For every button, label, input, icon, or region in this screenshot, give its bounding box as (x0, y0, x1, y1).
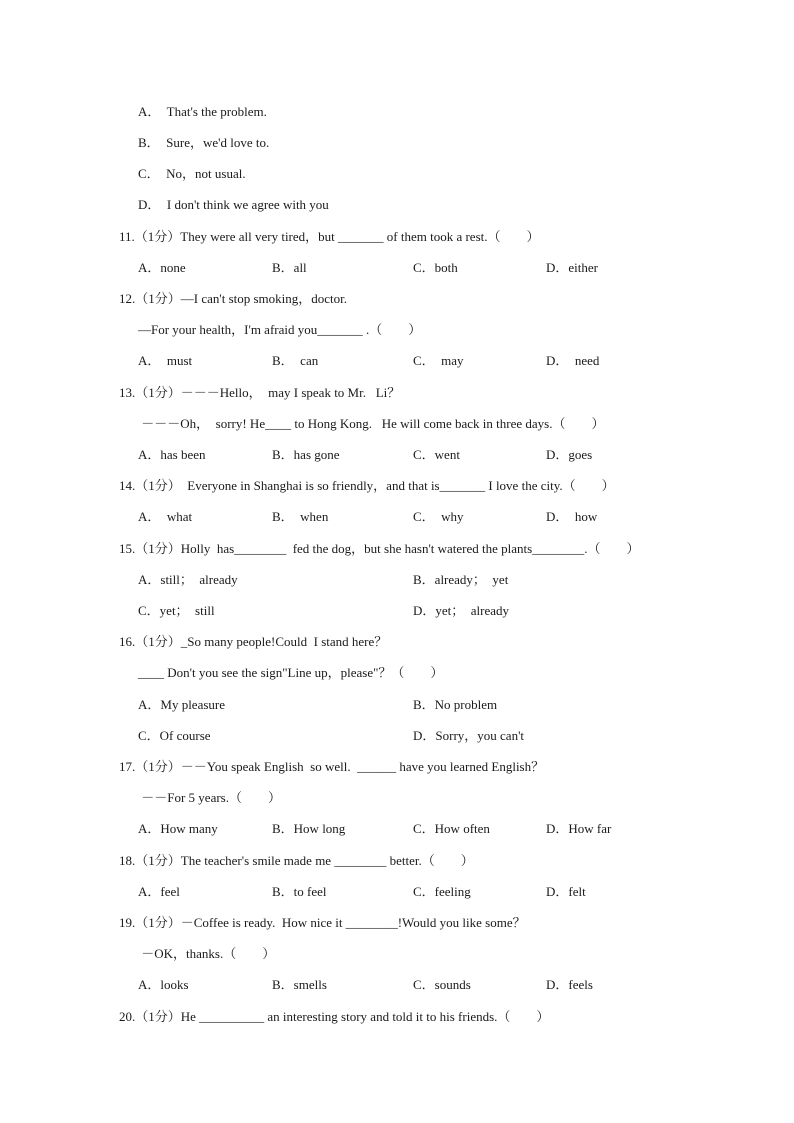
q19-option-b: B．smells (272, 977, 327, 992)
q12-option-c: C． may (413, 353, 464, 368)
question-16-sub: ____ Don't you see the sign"Line up，please"？（ ） (138, 665, 444, 680)
q14-option-d: D． how (546, 509, 598, 524)
question-11-stem: 11.（1分）They were all very tired，but _______ of them took a rest.（ ） (119, 229, 540, 244)
q16-option-b: B．No problem (413, 697, 498, 712)
q17-option-c: C．How often (413, 821, 490, 836)
q11-option-d: D．either (546, 260, 598, 275)
q15-option-c: C．yet； still (138, 603, 215, 618)
question-12-sub: —For your health，I'm afraid you_______ .（ ） (138, 322, 422, 337)
question-20-stem: 20.（1分）He __________ an interesting story and told it to his friends.（ ） (119, 1009, 550, 1024)
q13-option-c: C．went (413, 447, 460, 462)
q13-option-a: A．has been (138, 447, 206, 462)
q13-option-b: B．has gone (272, 447, 340, 462)
question-13-stem: 13.（1分）－－－Hello， may I speak to Mr. Li？ (119, 385, 401, 400)
q18-option-c: C．feeling (413, 884, 471, 899)
q17-option-b: B．How long (272, 821, 346, 836)
q11-option-a: A．none (138, 260, 186, 275)
q12-option-d: D． need (546, 353, 600, 368)
q15-option-b: B．already； yet (413, 572, 509, 587)
q16-option-a: A．My pleasure (138, 697, 226, 712)
question-12-stem: 12.（1分）—I can't stop smoking，doctor. (119, 291, 348, 306)
q11-option-c: C．both (413, 260, 458, 275)
q16-option-d: D．Sorry，you can't (413, 728, 525, 743)
q10-option-b: B． Sure，we'd love to. (138, 135, 270, 150)
question-13-sub: －－－Oh， sorry! He____ to Hong Kong. He will come back in three days.（ ） (138, 416, 605, 431)
q18-option-b: B．to feel (272, 884, 327, 899)
question-19-sub: －OK，thanks.（ ） (138, 946, 276, 961)
q14-option-c: C． why (413, 509, 464, 524)
q10-option-d: D． I don't think we agree with you (138, 197, 329, 212)
q10-option-a: A． That's the problem. (138, 104, 267, 119)
q19-option-c: C．sounds (413, 977, 471, 992)
question-17-sub: －－For 5 years.（ ） (138, 790, 281, 805)
q15-option-a: A．still； already (138, 572, 238, 587)
q14-option-a: A． what (138, 509, 193, 524)
question-19-stem: 19.（1分）－Coffee is ready. How nice it ________!Would you like some？ (119, 915, 526, 930)
q13-option-d: D．goes (546, 447, 593, 462)
q19-option-d: D．feels (546, 977, 593, 992)
q17-option-d: D．How far (546, 821, 612, 836)
q12-option-b: B． can (272, 353, 319, 368)
question-18-stem: 18.（1分）The teacher's smile made me ________ better.（ ） (119, 853, 474, 868)
q15-option-d: D．yet； already (413, 603, 510, 618)
question-14-stem: 14.（1分） Everyone in Shanghai is so friendly，and that is_______ I love the city.（ ） (119, 478, 615, 493)
q17-option-a: A．How many (138, 821, 218, 836)
q18-option-a: A．feel (138, 884, 180, 899)
question-16-stem: 16.（1分）_So many people!Could I stand here？ (119, 634, 388, 649)
question-15-stem: 15.（1分）Holly has________ fed the dog，but she hasn't watered the plants________.（ ） (119, 541, 640, 556)
q18-option-d: D．felt (546, 884, 586, 899)
q19-option-a: A．looks (138, 977, 189, 992)
q16-option-c: C．Of course (138, 728, 211, 743)
question-17-stem: 17.（1分）－－You speak English so well. ______ have you learned English？ (119, 759, 545, 774)
q14-option-b: B． when (272, 509, 329, 524)
q12-option-a: A． must (138, 353, 193, 368)
q10-option-c: C． No，not usual. (138, 166, 246, 181)
q11-option-b: B．all (272, 260, 307, 275)
